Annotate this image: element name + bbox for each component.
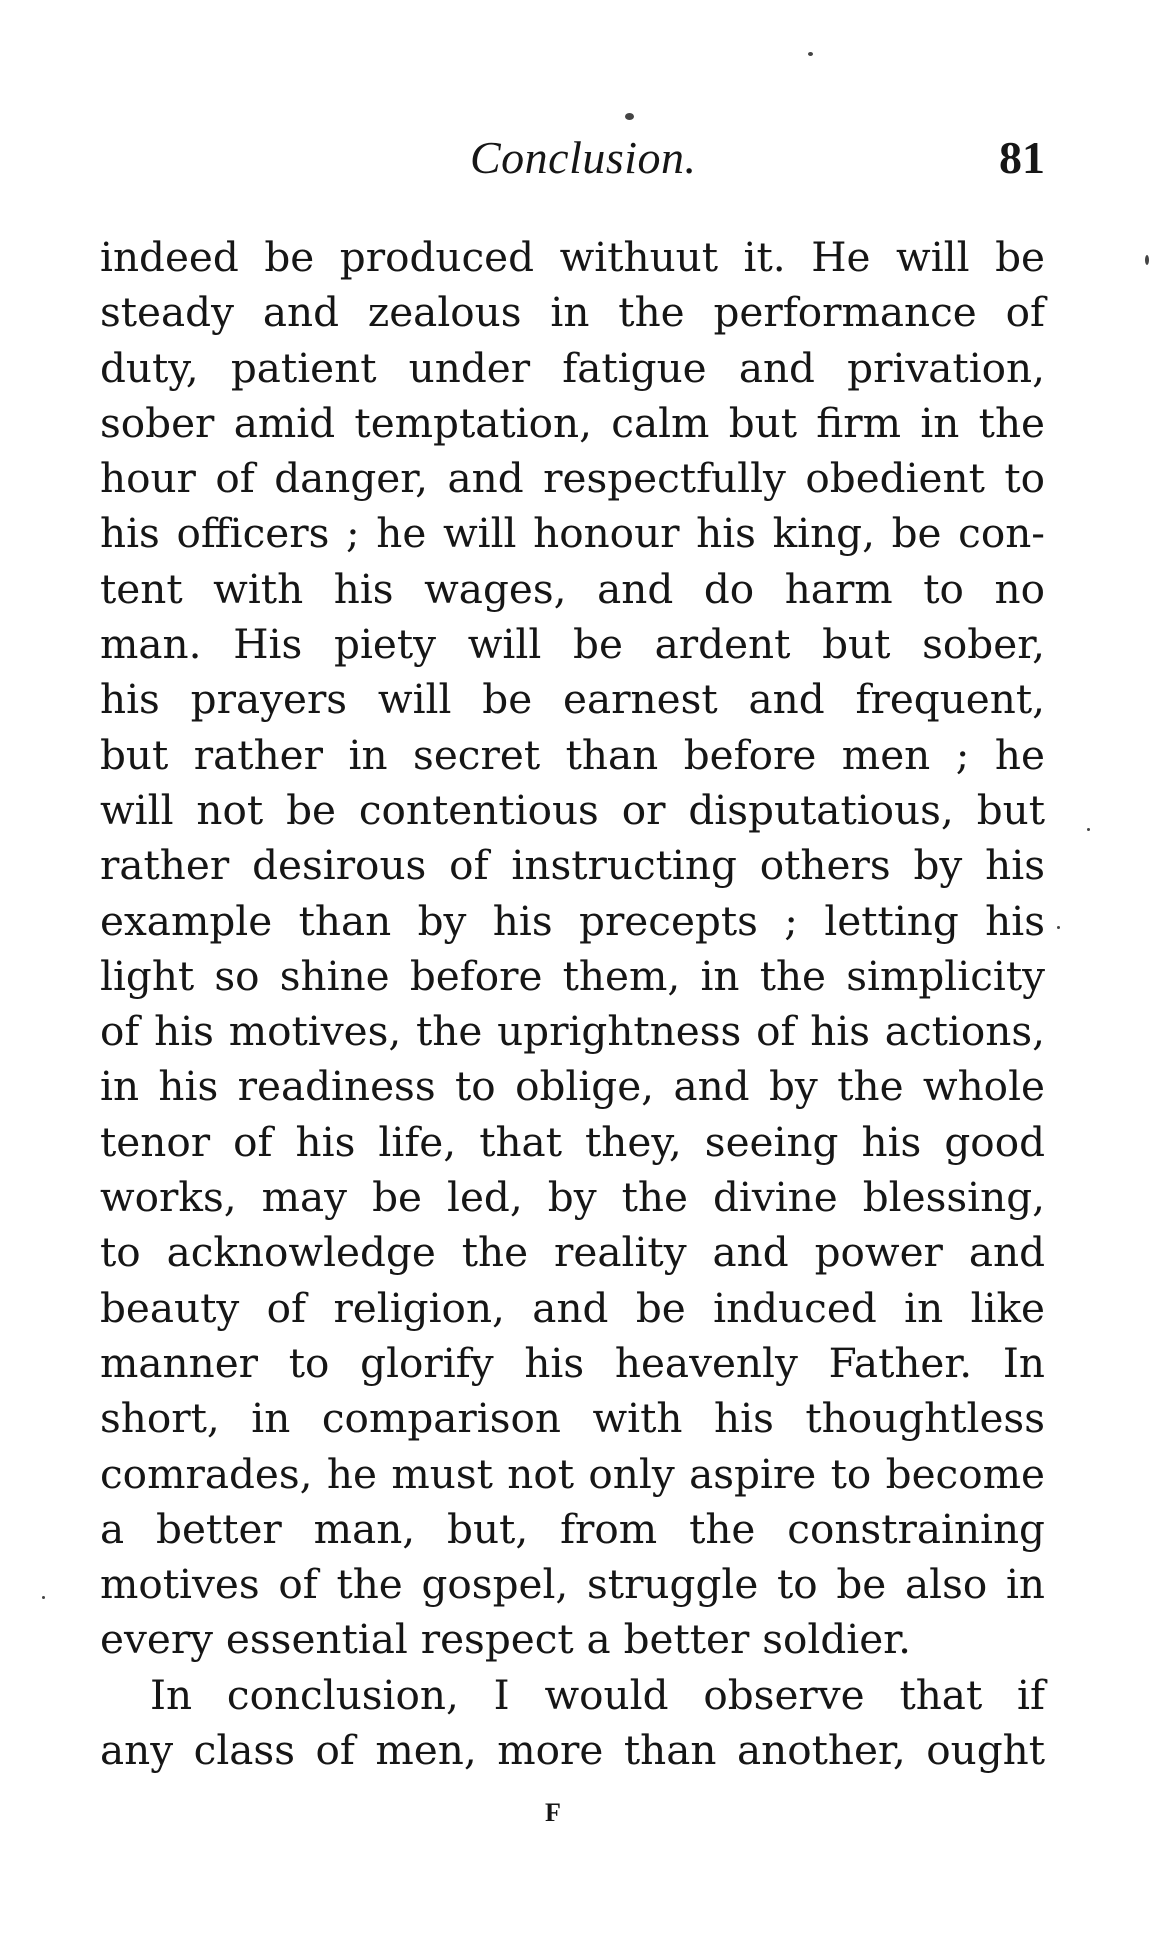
body-text (100, 230, 1045, 1778)
text-line: tent with his wages, and do harm to no (100, 564, 1045, 613)
scan-speck (625, 113, 634, 120)
text-line: sober amid temptation, calm but firm in the (100, 398, 1045, 447)
text-line: but rather in secret than before men ; he (100, 730, 1045, 779)
text-line: comrades, he must not only aspire to become (100, 1449, 1045, 1498)
text-line: indeed be produced withuut it. He will be (100, 233, 1045, 281)
signature-mark: F (545, 1798, 561, 1827)
text-line: any class of men, more than another, ought (100, 1726, 1045, 1775)
text-line: will not be contentious or disputatious, but (100, 785, 1045, 834)
text-line: steady and zealous in the performance of (100, 288, 1045, 337)
text-line: In conclusion, I would observe that if (150, 1670, 1045, 1719)
text-line: motives of the gospel, struggle to be also in (100, 1560, 1045, 1609)
text-line: every essential respect a better soldier. (100, 1615, 911, 1664)
scan-speck (1057, 926, 1060, 929)
text-line: hour of danger, and respectfully obedient to (100, 454, 1045, 503)
text-line: short, in comparison with his thoughtless (100, 1394, 1045, 1443)
text-line: beauty of religion, and be induced in like (100, 1283, 1045, 1332)
page-number: 81 (999, 132, 1045, 183)
text-line: in his readiness to oblige, and by the whole (100, 1062, 1045, 1111)
text-line: to acknowledge the reality and power and (100, 1228, 1045, 1277)
scan-speck (1145, 255, 1149, 265)
running-title: Conclusion. (470, 132, 697, 183)
text-line: light so shine before them, in the simplicity (100, 951, 1045, 1000)
text-line: of his motives, the uprightness of his actions, (100, 1007, 1045, 1056)
text-line: duty, patient under fatigue and privation, (100, 343, 1045, 392)
text-line: example than by his precepts ; letting his (100, 896, 1045, 945)
running-head (100, 128, 1045, 188)
text-line: his prayers will be earnest and frequent, (100, 675, 1045, 724)
text-line: man. His piety will be ardent but sober, (100, 620, 1045, 669)
text-line: manner to glorify his heavenly Father. In (100, 1338, 1045, 1387)
scan-speck (1087, 828, 1090, 831)
text-line: rather desirous of instructing others by his (100, 841, 1045, 890)
text-line: tenor of his life, that they, seeing his good (100, 1117, 1045, 1166)
text-line: a better man, but, from the constraining (100, 1504, 1045, 1553)
text-line: his officers ; he will honour his king, be con- (100, 509, 1045, 558)
text-line: works, may be led, by the divine blessing, (100, 1173, 1045, 1222)
scan-speck (42, 1596, 45, 1599)
scan-speck (808, 52, 813, 56)
